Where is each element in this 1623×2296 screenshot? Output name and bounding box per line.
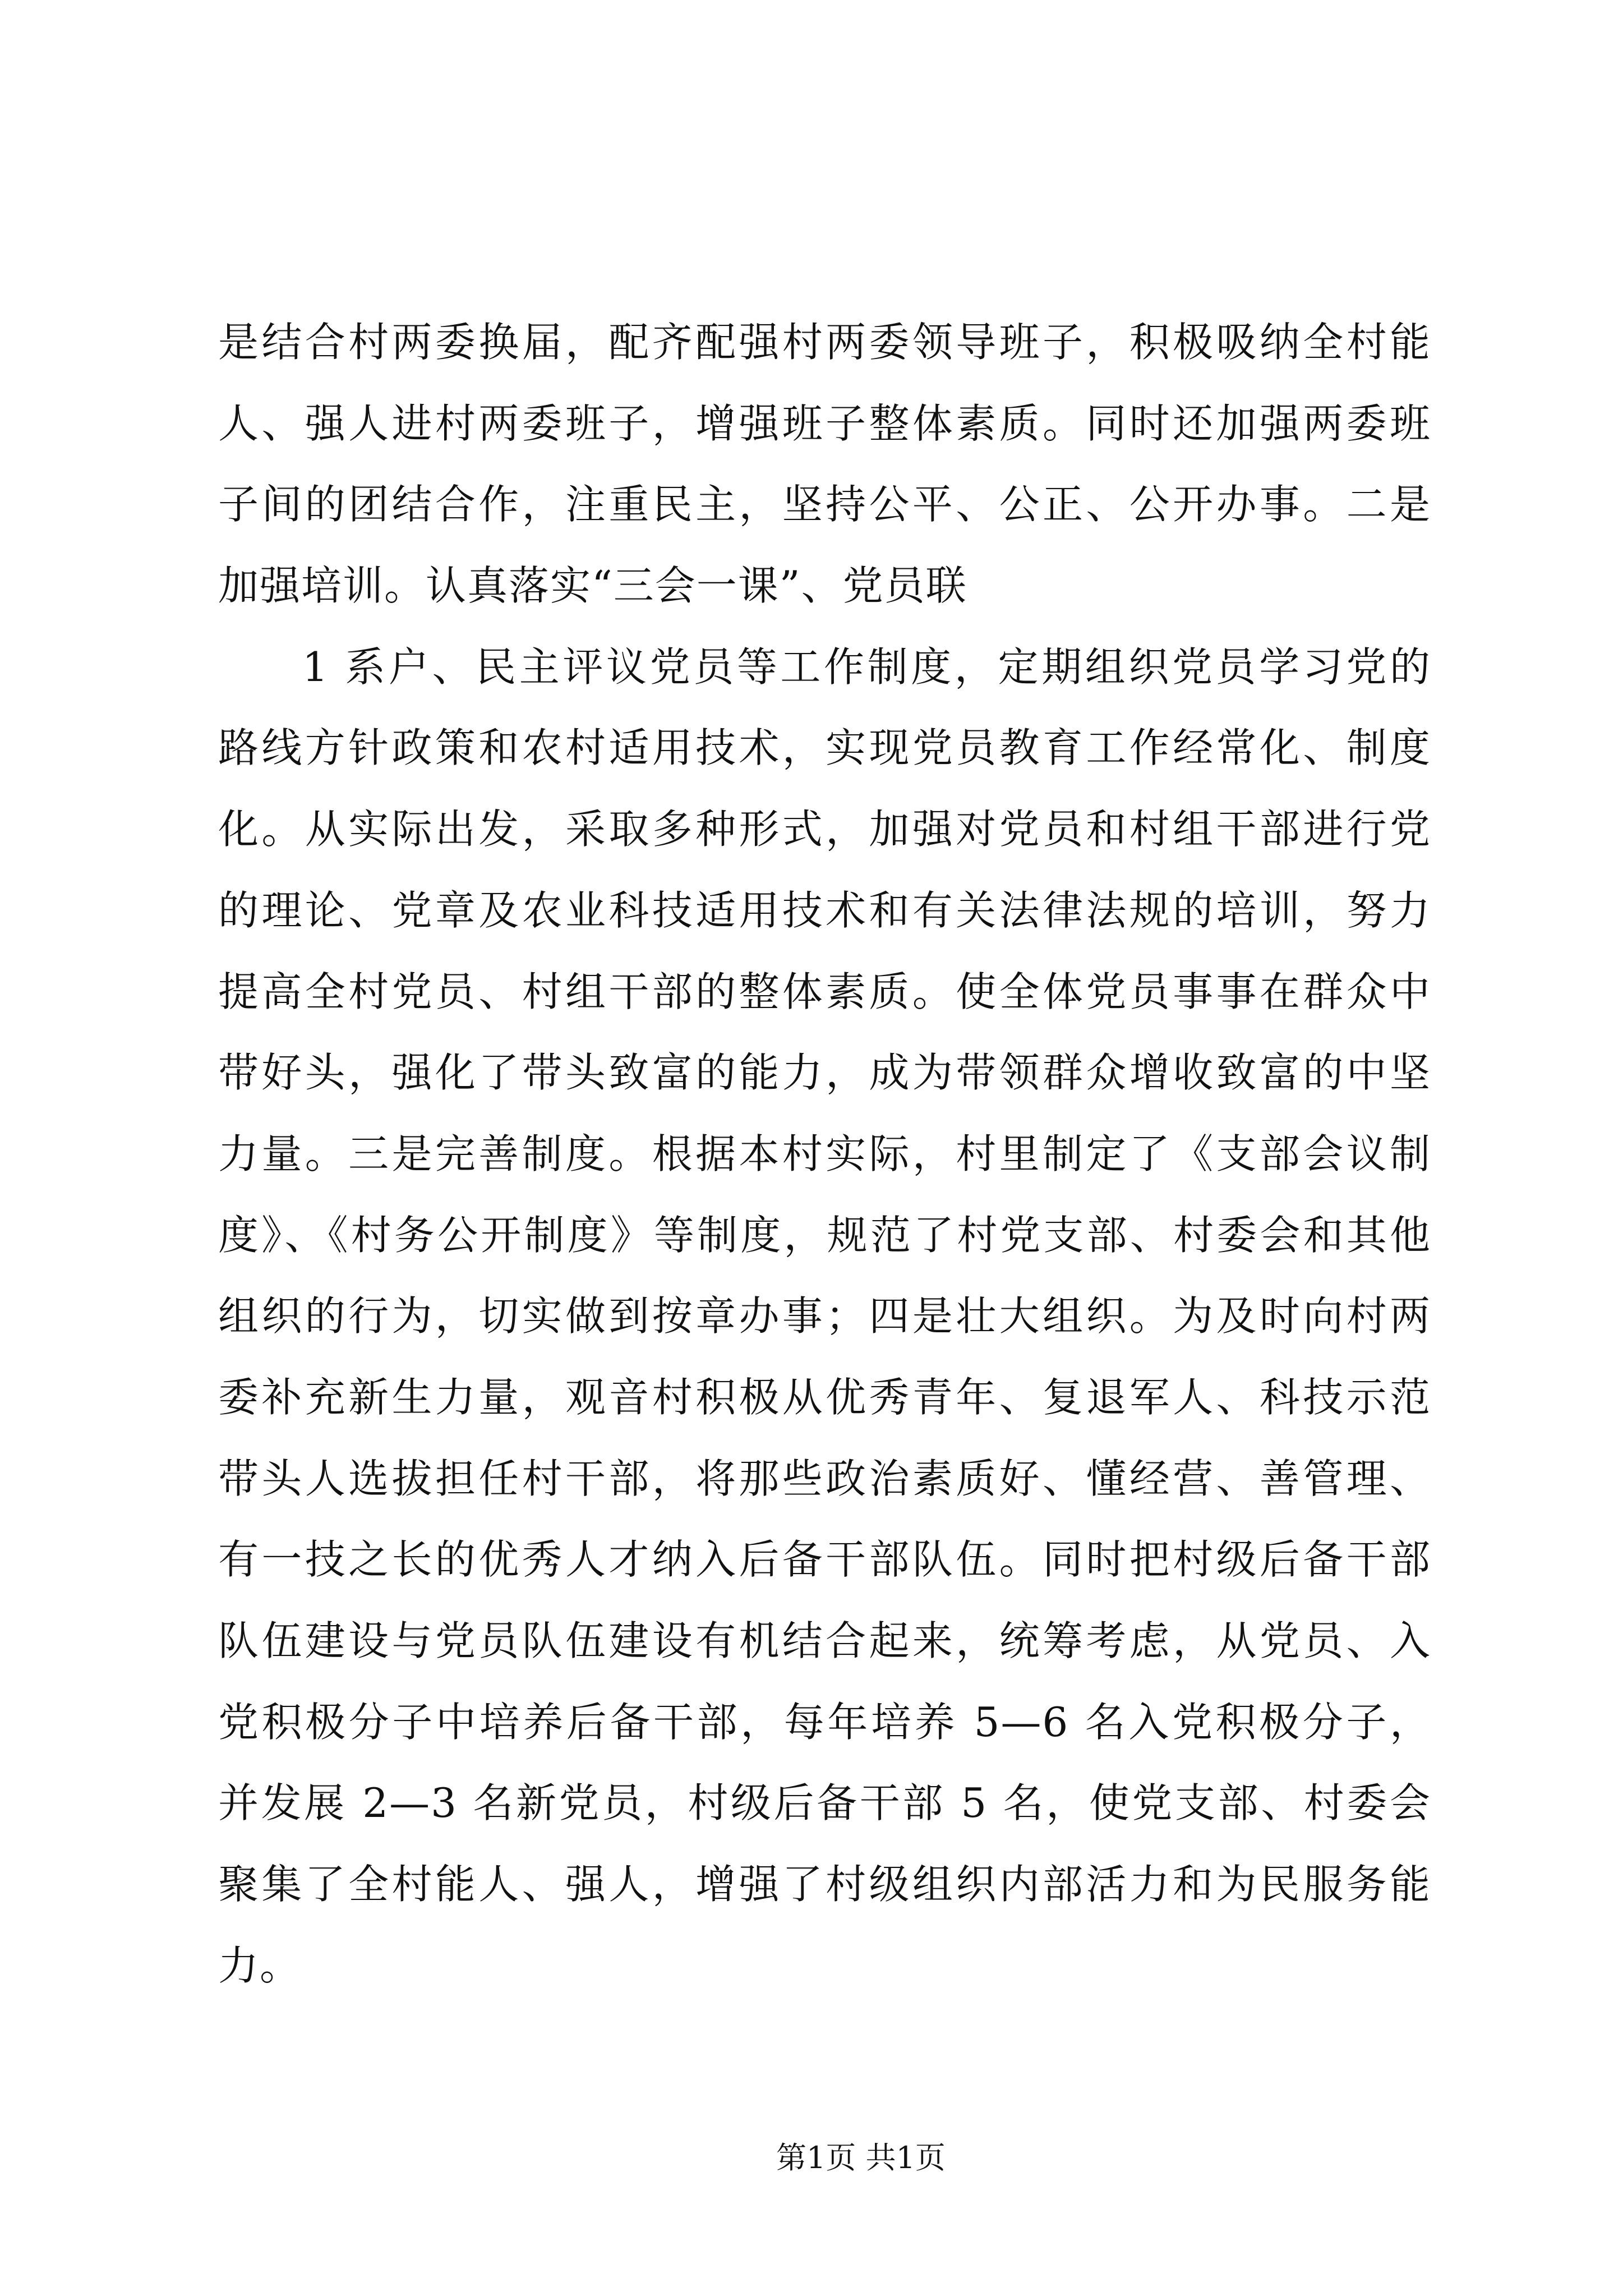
body-text-line: 带头人选拔担任村干部，将那些政治素质好、懂经营、善管理、 <box>218 1455 1431 1502</box>
body-text-line: 并发展 2—3 名新党员，村级后备干部 5 名，使党支部、村委会 <box>218 1779 1431 1827</box>
body-text-line: 党积极分子中培养后备干部，每年培养 5—6 名入党积极分子， <box>218 1698 1431 1746</box>
body-text-line: 力量。三是完善制度。根据本村实际，村里制定了《支部会议制 <box>218 1130 1431 1177</box>
body-text-line: 是结合村两委换届，配齐配强村两委领导班子，积极吸纳全村能 <box>218 319 1431 366</box>
body-text-line: 有一技之长的优秀人才纳入后备干部队伍。同时把村级后备干部 <box>218 1536 1431 1584</box>
body-text-line: 力。 <box>218 1941 302 1989</box>
body-text-line: 带好头，强化了带头致富的能力，成为带领群众增收致富的中坚 <box>218 1049 1431 1097</box>
body-text-line: 路线方针政策和农村适用技术，实现党员教育工作经常化、制度 <box>218 724 1431 772</box>
document-body <box>218 302 1431 2006</box>
body-text-line: 提高全村党员、村组干部的整体素质。使全体党员事事在群众中 <box>218 968 1431 1015</box>
body-text-line: 委补充新生力量，观音村积极从优秀青年、复退军人、科技示范 <box>218 1373 1431 1421</box>
body-text-line: 子间的团结合作，注重民主，坚持公平、公正、公开办事。二是 <box>218 481 1431 528</box>
body-text-line: 化。从实际出发，采取多种形式，加强对党员和村组干部进行党 <box>218 806 1431 853</box>
body-text-line: 聚集了全村能人、强人，增强了村级组织内部活力和为民服务能 <box>218 1861 1431 1908</box>
body-text-line: 度》、《村务公开制度》等制度，规范了村党支部、村委会和其他 <box>218 1211 1431 1259</box>
body-text-line: 组织的行为，切实做到按章办事；四是壮大组织。为及时向村两 <box>218 1292 1431 1340</box>
body-text-line: 的理论、党章及农业科技适用技术和有关法律法规的培训，努力 <box>218 886 1431 934</box>
body-text-line: 队伍建设与党员队伍建设有机结合起来，统筹考虑，从党员、入 <box>218 1617 1431 1664</box>
body-text-line: 1 系户、民主评议党员等工作制度，定期组织党员学习党的 <box>302 643 1431 691</box>
body-text-line: 人、强人进村两委班子，增强班子整体素质。同时还加强两委班 <box>218 399 1431 447</box>
body-text-line: 加强培训。认真落实“三会一课”、党员联 <box>218 562 967 610</box>
page-footer: 第1页 共1页 <box>776 2140 946 2175</box>
